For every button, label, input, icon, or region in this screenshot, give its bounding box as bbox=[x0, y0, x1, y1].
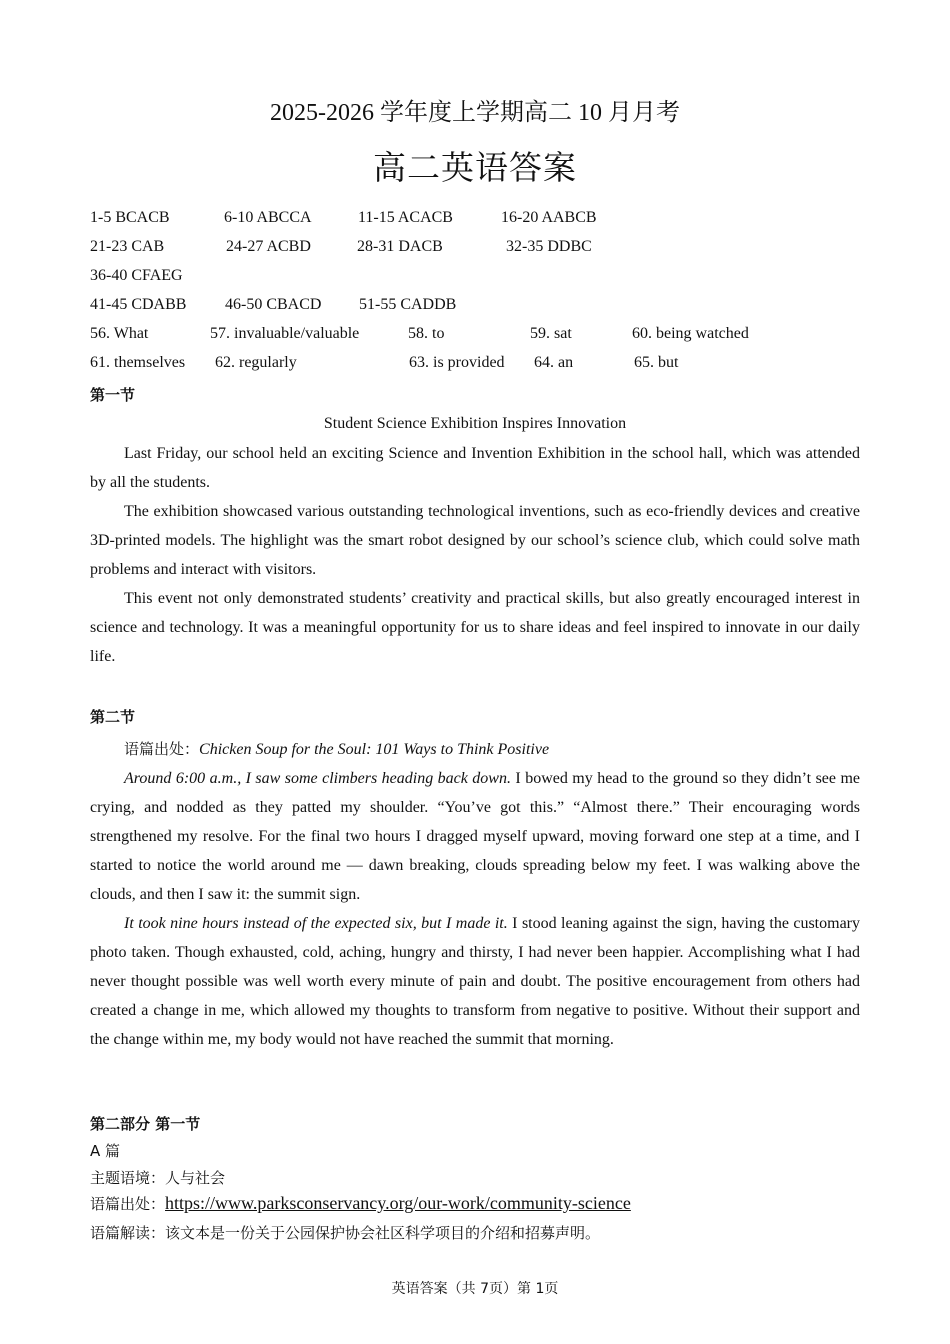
essay-title: Student Science Exhibition Inspires Innovation bbox=[323, 415, 627, 432]
part2-heading: 第二部分 第一节 bbox=[90, 1115, 201, 1133]
answer-item: 64. an bbox=[534, 354, 574, 371]
paragraph-text: I stood leaning against the sign, having the customary photo taken. Though exhausted, cold, aching, hungry and thirsty, I had never been happier. Accomplishing what I had never thought possible was well worth every minute of pain and doubt. The positive encouragement from others had created a change in me, which allowed my thoughts to transform from negative to positive. Without their support and the change within me, my body would not have reached the summit that morning. bbox=[90, 915, 861, 1048]
answer-item: 57. invaluable/valuable bbox=[210, 325, 360, 342]
answer-group: 41-45 CDABB bbox=[90, 296, 187, 313]
answer-item: 61. themselves bbox=[90, 354, 186, 371]
section2-heading: 第二节 bbox=[90, 708, 136, 726]
paragraph-lead: Around 6:00 a.m., I saw some climbers heading back down. bbox=[124, 770, 511, 787]
interpretation-text: 该文本是一份关于公园保护协会社区科学项目的介绍和招募声明。 bbox=[165, 1224, 601, 1242]
answer-group: 36-40 CFAEG bbox=[90, 267, 183, 284]
answer-group: 21-23 CAB bbox=[90, 238, 165, 255]
answer-group: 32-35 DDBC bbox=[506, 238, 592, 255]
theme-value: 人与社会 bbox=[165, 1169, 226, 1187]
source-url-link[interactable]: https://www.parksconservancy.org/our-work/community-science bbox=[165, 1193, 631, 1213]
section2-source bbox=[124, 738, 549, 759]
answer-item: 65. but bbox=[634, 354, 679, 371]
answer-item: 62. regularly bbox=[215, 354, 297, 371]
subject-title: 高二英语答案 bbox=[373, 148, 577, 187]
answer-group: 1-5 BCACB bbox=[90, 209, 170, 226]
source-line bbox=[90, 1193, 631, 1214]
essay-paragraph: Last Friday, our school held an exciting Science and Invention Exhibition in the school hall, which was attended by all the students. bbox=[90, 445, 860, 491]
source-label: 语篇出处： bbox=[90, 1195, 166, 1213]
answer-group: 11-15 ACACB bbox=[358, 209, 453, 226]
essay-paragraph: This event not only demonstrated students’ creativity and practical skills, but also greatly encouraged interest in science and technology. It was a meaningful opportunity for us to share ideas and feel inspired to innovate in our daily life. bbox=[90, 590, 860, 665]
answer-item: 60. being watched bbox=[632, 325, 749, 342]
answer-group: 46-50 CBACD bbox=[225, 296, 322, 313]
essay-paragraph: The exhibition showcased various outstanding technological inventions, such as eco-friendly devices and creative 3D-printed models. The highlight was the smart robot designed by our school’s science club, which could solve math problems and interact with visitors. bbox=[90, 503, 860, 578]
page-footer: 英语答案（共 7页）第 1页 bbox=[391, 1281, 559, 1297]
answer-group: 16-20 AABCB bbox=[501, 209, 597, 226]
continuation-paragraph bbox=[90, 909, 860, 1054]
theme-label: 主题语境： bbox=[90, 1169, 166, 1187]
theme-line bbox=[90, 1167, 225, 1188]
paragraph-lead: It took nine hours instead of the expected six, but I made it. bbox=[124, 915, 508, 932]
essay-body bbox=[90, 439, 860, 671]
paragraph-text: I bowed my head to the ground so they didn’t see me crying, and nodded as they patted my shoulder. “You’ve got this.” “Almost there.” Their encouraging words strengthened my resolve. For the final two hours I dragged myself upward, moving forward one step at a time, and I started to notice the world around me — dawn breaking, clouds spreading below my feet. I was walking above the clouds, and then I saw it: the summit sign. bbox=[90, 770, 860, 903]
source-title: Chicken Soup for the Soul: 101 Ways to Think Positive bbox=[199, 741, 550, 758]
answer-group: 51-55 CADDB bbox=[359, 296, 457, 313]
interpretation-line bbox=[90, 1222, 600, 1243]
answer-item: 59. sat bbox=[530, 325, 572, 342]
answer-item: 58. to bbox=[408, 325, 445, 342]
section1-heading: 第一节 bbox=[90, 386, 136, 404]
answer-item: 63. is provided bbox=[409, 354, 505, 371]
source-label: 语篇出处： bbox=[124, 740, 200, 758]
continuation-body bbox=[90, 764, 860, 1054]
answer-item: 56. What bbox=[90, 325, 149, 342]
answer-group: 6-10 ABCCA bbox=[224, 209, 312, 226]
answer-group: 24-27 ACBD bbox=[226, 238, 311, 255]
answer-group: 28-31 DACB bbox=[357, 238, 443, 255]
exam-title: 2025-2026 学年度上学期高二 10 月月考 bbox=[270, 100, 680, 126]
passage-label: A 篇 bbox=[90, 1142, 121, 1160]
continuation-paragraph bbox=[90, 764, 860, 909]
interpretation-label: 语篇解读： bbox=[90, 1224, 166, 1242]
